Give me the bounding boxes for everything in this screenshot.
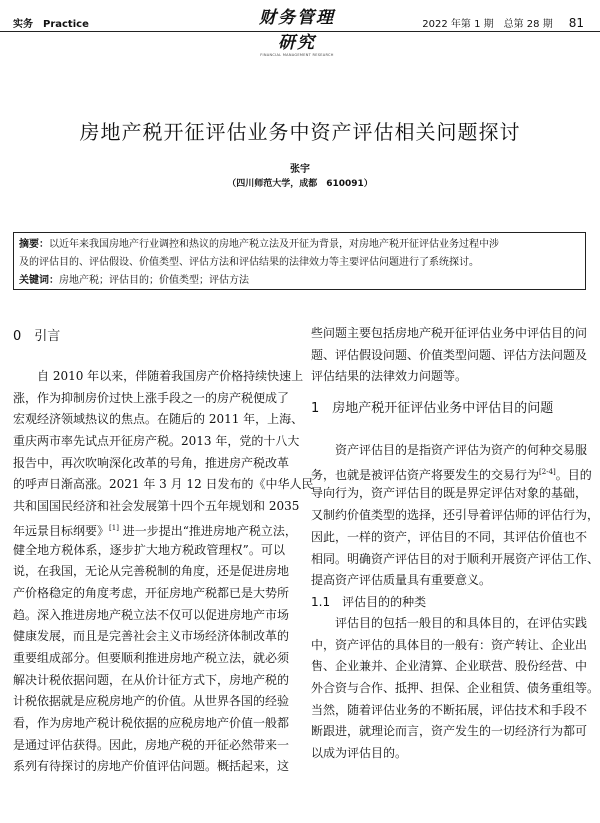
section-en: Practice (43, 19, 89, 30)
subsection-heading: 1.1 评估目的的种类 (311, 594, 427, 609)
section-cn: 实务 (13, 19, 33, 30)
text-line: 因此，一样的资产，评估目的不同，其评估价值也不 (311, 529, 588, 544)
text-line: 宏观经济领域热议的焦点。在随后的 2011 年，上海、 (13, 412, 304, 427)
affiliation: （四川师范大学，成都 610091） (227, 179, 373, 189)
text-line: 涨，作为抑制房价过快上涨手段之一的房产税便成了 (13, 390, 290, 405)
left-column (13, 326, 314, 778)
text-line: 务，也就是被评估资产将要发生的交易行为[2-4]。目的 (311, 467, 592, 482)
abstract-label: 摘要： (19, 239, 49, 250)
author: 张宇 (290, 164, 310, 175)
text-line: 解决计税依据问题，在从价计征方式下，房地产税的 (13, 672, 290, 687)
text-line: 以成为评估目的。 (311, 746, 408, 760)
text-line: 断跟进，就理论而言，资产发生的一切经济行为都可 (311, 724, 588, 739)
issue-label: 2022 年第 1 期 总第 28 期 (422, 19, 553, 30)
text-line: 外合资与合作、抵押、担保、企业租赁、债务重组等。 (311, 680, 600, 695)
section-heading: 0 引言 (13, 329, 61, 344)
abstract-box (13, 232, 586, 290)
text-line: 计税依据就是应税房地产的价值。从世界各国的经验 (13, 694, 290, 709)
text-line: 题、评估假设问题、价值类型问题、评估方法问题及 (311, 347, 588, 362)
section-label (13, 15, 99, 30)
text-line: 年远景目标纲要》[1] 进一步提出“推进房地产税立法， (13, 523, 297, 538)
text-line: 提高资产评估质量具有重要意义。 (311, 573, 492, 588)
text-line: 产价格稳定的角度考虑，开征房地产税都已是大势所 (13, 585, 290, 600)
page-number: 81 (568, 16, 584, 30)
text-line: 自 2010 年以来，伴随着我国房产价格持续快速上 (13, 369, 304, 383)
abstract-text: 以近年来我国房地产行业调控和热议的房地产税立法及开征为背景，对房地产税开征评估业务过程中涉 (49, 239, 499, 250)
text-line: 的呼声日渐高涨。2021 年 3 月 12 日发布的《中华人民 (13, 477, 314, 492)
abstract-line (19, 236, 580, 254)
abstract-text: 及的评估目的、评估假设、价值类型、评估方法和评估结果的法律效力等主要评估问题进行了系统探讨。 (19, 257, 479, 268)
text-line: 说，在我国，无论从完善税制的角度，还是促进房地 (13, 564, 290, 579)
text-line: 售、企业兼并、企业清算、企业联营、股份经营、中 (311, 659, 588, 674)
text-line: 导向行为，资产评估目的既是界定评估对象的基础， (311, 486, 588, 501)
logo-cn: 财务管理研究 (259, 8, 335, 53)
text-line: 重要组成部分。但要顺利推进房地产税立法，就必须 (13, 650, 290, 665)
logo-en: FINANCIAL MANAGEMENT RESEARCH (260, 53, 334, 57)
running-header (0, 0, 600, 57)
text-line: 健全地方税体系，逐步扩大地方税政管理权”。可以 (13, 542, 285, 557)
text-line: 中，资产评估的具体目的一般有：资产转让、企业出 (311, 637, 588, 652)
issue-info (422, 15, 584, 30)
text-line: 当然，随着评估业务的不断拓展，评估技术和手段不 (311, 702, 588, 717)
paper-title: 房地产税开征评估业务中资产评估相关问题探讨 (79, 120, 521, 144)
text-line: 共和国国民经济和社会发展第十四个五年规划和 2035 (13, 499, 300, 514)
text-line: 趋。深入推进房地产税立法不仅可以促进房地产市场 (13, 607, 290, 622)
text-line: 相同。明确资产评估目的对于顺利开展资产评估工作、 (311, 551, 600, 566)
text-line: 看，作为房地产税计税依据的应税房地产价值一般都 (13, 716, 290, 730)
text-line: 些问题主要包括房地产税开征评估业务中评估目的问 (311, 326, 588, 340)
text-line: 又制约价值类型的选择，还引导着评估师的评估行为， (311, 508, 600, 523)
text-line: 是通过评估获得。因此，房地产税的开征必然带来一 (13, 737, 290, 752)
text-line: 资产评估目的是指资产评估为资产的何种交易服 (311, 443, 588, 458)
text-line: 重庆两市率先试点开征房产税。2013 年，党的十八大 (13, 434, 300, 449)
journal-logo (252, 3, 342, 57)
text-line: 评估结果的法律效力问题等。 (311, 369, 468, 384)
keywords-label: 关键词： (19, 275, 59, 286)
text-line: 健康发展，而且是完善社会主义市场经济体制改革的 (13, 629, 290, 644)
text-line: 报告中，再次吹响深化改革的号角，推进房产税改革 (13, 455, 290, 470)
text-line: 系列有待探讨的房地产价值评估问题。概括起来，这 (13, 759, 290, 774)
right-column (311, 323, 600, 765)
keywords: 房地产税；评估目的；价值类型；评估方法 (59, 275, 249, 286)
section-heading: 1 房地产税开征评估业务中评估目的问题 (311, 401, 554, 417)
text-line: 评估目的包括一般目的和具体目的，在评估实践 (311, 615, 588, 630)
